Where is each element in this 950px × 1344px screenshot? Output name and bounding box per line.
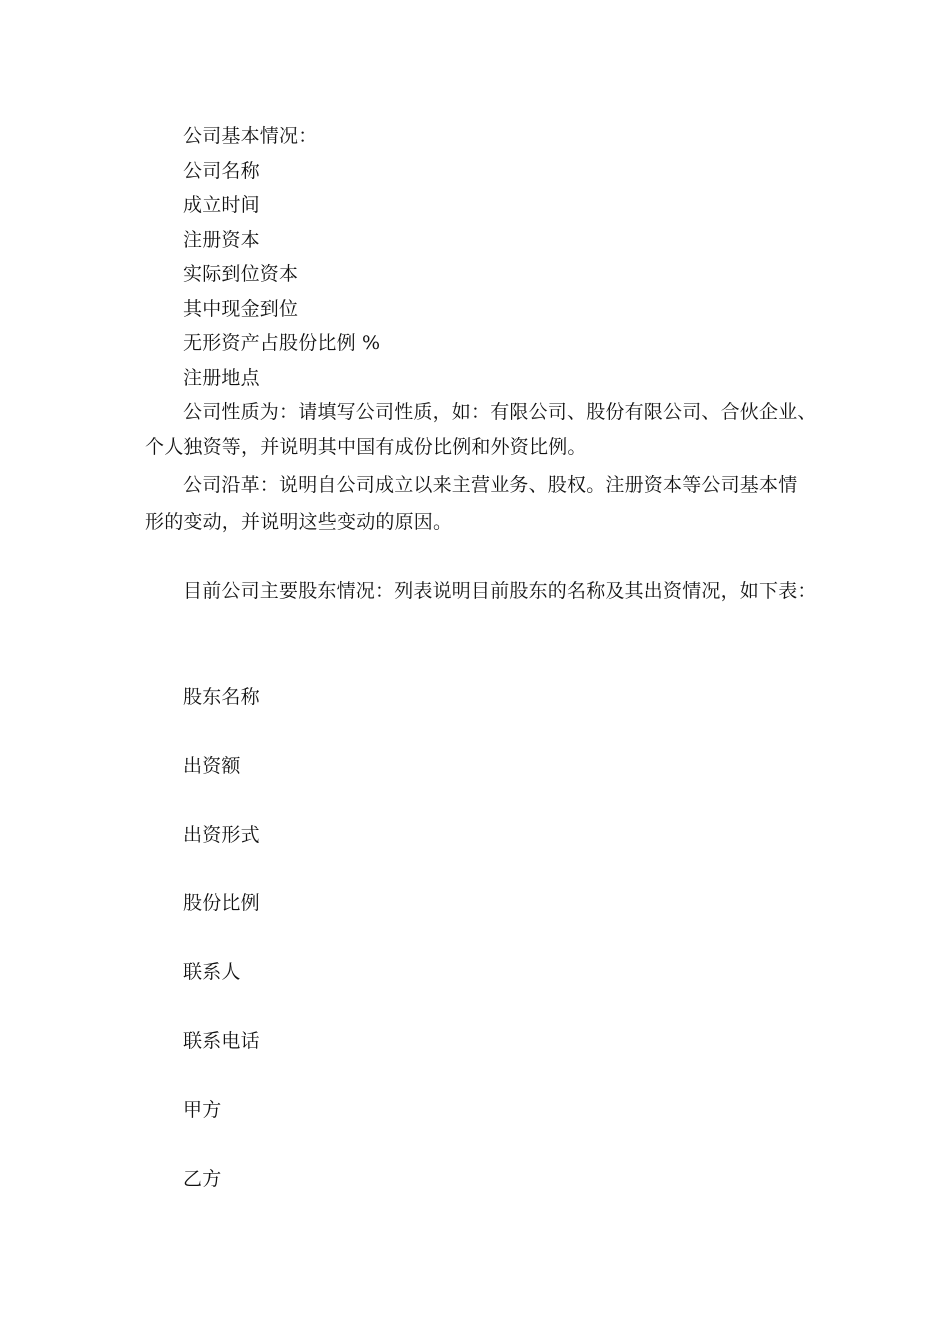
company-nature-line-1: 公司性质为：请填写公司性质，如：有限公司、股份有限公司、合伙企业、 [183,401,817,423]
shareholders-intro: 目前公司主要股东情况：列表说明目前股东的名称及其出资情况，如下表： [183,580,817,602]
table-label-contact-person: 联系人 [183,961,241,983]
field-paid-in-capital: 实际到位资本 [183,263,299,285]
table-label-contribution-amount: 出资额 [183,755,241,777]
table-label-shareholder-name: 股东名称 [183,686,260,708]
field-established-date: 成立时间 [183,194,260,216]
table-label-contribution-form: 出资形式 [183,824,260,846]
table-label-party-a: 甲方 [183,1099,222,1121]
company-history-line-1: 公司沿革：说明自公司成立以来主营业务、股权。注册资本等公司基本情 [183,474,798,496]
field-cash-paid-in: 其中现金到位 [183,298,299,320]
field-registered-address: 注册地点 [183,367,260,389]
table-label-party-b: 乙方 [183,1168,222,1190]
field-registered-capital: 注册资本 [183,229,260,251]
field-intangible-ratio: 无形资产占股份比例 % [183,332,381,354]
field-company-name: 公司名称 [183,160,260,182]
basic-info-heading: 公司基本情况： [183,125,318,147]
company-history-line-2: 形的变动，并说明这些变动的原因。 [145,511,453,533]
company-nature-line-2: 个人独资等，并说明其中国有成份比例和外资比例。 [145,436,587,458]
table-label-contact-phone: 联系电话 [183,1030,260,1052]
table-label-share-ratio: 股份比例 [183,892,260,914]
